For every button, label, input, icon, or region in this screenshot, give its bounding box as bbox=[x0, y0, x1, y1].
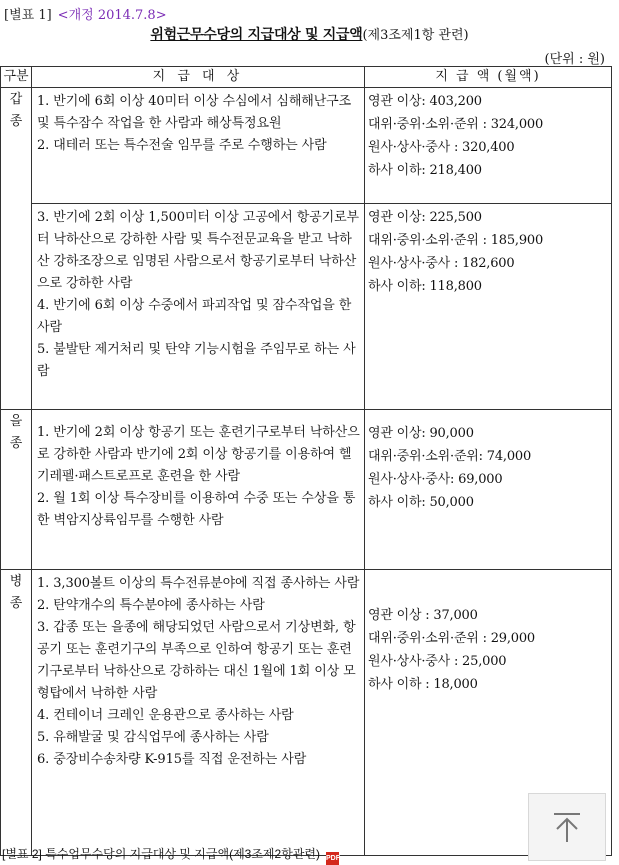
scroll-to-top-button[interactable] bbox=[528, 793, 606, 861]
amount-line: 원사·상사·중사 : 320,400 bbox=[368, 140, 515, 155]
amount-line: 하사 이하: 218,400 bbox=[368, 163, 482, 178]
target-item: 5. 불발탄 제거처리 및 탄약 기능시험을 주임무로 하는 사람 bbox=[37, 342, 356, 379]
amount-line: 영관 이상: 403,200 bbox=[368, 94, 482, 109]
target-list bbox=[33, 420, 363, 532]
target-item: 1. 반기에 6회 이상 40미터 이상 수심에서 심해해난구조 및 특수잠수 작업을 한 사람과 해상특정요원 bbox=[37, 94, 352, 131]
target-item: 2. 대테러 또는 특수전술 임무를 주로 수행하는 사람 bbox=[37, 138, 327, 153]
target-cell bbox=[32, 88, 365, 204]
amount-line: 원사·상사·중사: 69,000 bbox=[368, 472, 503, 487]
table-header-row bbox=[1, 67, 612, 88]
target-list bbox=[33, 571, 363, 771]
page-title bbox=[0, 24, 619, 44]
amount-line: 영관 이상 : 37,000 bbox=[368, 608, 478, 623]
pdf-icon[interactable]: PDF bbox=[326, 852, 339, 865]
type-char: 종 bbox=[9, 114, 23, 129]
target-item: 4. 반기에 6회 이상 수중에서 파괴작업 및 잠수작업을 한 사람 bbox=[37, 298, 352, 335]
type-char: 을 bbox=[9, 414, 23, 429]
amount-line: 원사·상사·중사 : 25,000 bbox=[368, 654, 507, 669]
target-item: 5. 유해발굴 및 감식업무에 종사하는 사람 bbox=[37, 730, 269, 745]
amount-cell bbox=[365, 204, 612, 410]
target-cell bbox=[32, 570, 365, 856]
title-reference: (제3조제1항 관련) bbox=[362, 28, 469, 43]
type-char: 갑 bbox=[9, 92, 23, 107]
type-cell-gap bbox=[1, 88, 32, 410]
unit-label: (단위 : 원) bbox=[544, 52, 605, 67]
table-label: [별표 1] bbox=[4, 8, 52, 23]
amount-line: 대위·중위·소위·준위 : 29,000 bbox=[368, 631, 535, 646]
table-row bbox=[1, 410, 612, 570]
type-cell-eul bbox=[1, 410, 32, 570]
amount-line: 하사 이하: 50,000 bbox=[368, 495, 474, 510]
amount-cell bbox=[365, 88, 612, 204]
header-type: 구분 bbox=[1, 67, 32, 88]
next-table-link[interactable] bbox=[2, 845, 339, 865]
arrow-up-to-line-icon bbox=[552, 811, 582, 843]
target-item: 3. 갑종 또는 을종에 해당되었던 사람으로서 기상변화, 항공기 또는 훈련기구의 부족으로 인하여 항공기 또는 훈련기구로부터 낙하산으로 강하하는 대신 1월에 1회 이상 모형탑에서 낙하한 사람 bbox=[37, 620, 356, 701]
table-row bbox=[1, 204, 612, 410]
header-label bbox=[4, 4, 167, 23]
target-list bbox=[33, 89, 363, 157]
amount-line: 하사 이하: 118,800 bbox=[368, 279, 482, 294]
amount-cell bbox=[365, 410, 612, 570]
amount-line: 영관 이상: 225,500 bbox=[368, 210, 482, 225]
amount-line: 영관 이상: 90,000 bbox=[368, 426, 474, 441]
target-item: 1. 반기에 2회 이상 항공기 또는 훈련기구로부터 낙하산으로 강하한 사람과 반기에 2회 이상 항공기를 이용하여 헬기레펠·패스트로프로 훈련을 한 사람 bbox=[37, 425, 360, 484]
allowance-table bbox=[0, 66, 612, 856]
target-item: 2. 탄약개수의 특수분야에 종사하는 사람 bbox=[37, 598, 265, 613]
revision-date: <개정 2014.7.8> bbox=[57, 8, 167, 23]
target-item: 3. 반기에 2회 이상 1,500미터 이상 고공에서 항공기로부터 낙하산으로 강하한 사람 및 특수전문교육을 받고 낙하산 강하조장으로 임명된 사람으로서 항공기로부터 낙하산으로 강하한 사람 bbox=[37, 210, 360, 291]
target-item: 4. 컨테이너 크레인 운용관으로 종사하는 사람 bbox=[37, 708, 294, 723]
target-item: 6. 중장비수송차량 K-915를 직접 운전하는 사람 bbox=[37, 752, 307, 767]
header-amount: 지 급 액 (월액) bbox=[365, 67, 612, 88]
type-char: 병 bbox=[9, 574, 23, 589]
target-cell bbox=[32, 204, 365, 410]
amount-line: 대위·중위·소위·준위 : 324,000 bbox=[368, 117, 544, 132]
table-row bbox=[1, 570, 612, 856]
target-item: 2. 월 1회 이상 특수장비를 이용하여 수중 또는 수상을 통한 벽암지상륙임무를 수행한 사람 bbox=[37, 491, 356, 528]
target-list bbox=[33, 205, 363, 383]
amount-line: 대위·중위·소위·준위 : 185,900 bbox=[368, 233, 544, 248]
table-row bbox=[1, 88, 612, 204]
next-table-label: [별표 2] 특수업무수당의 지급대상 및 지급액(제3조제2항관련) bbox=[2, 847, 320, 861]
target-cell bbox=[32, 410, 365, 570]
title-main: 위험근무수당의 지급대상 및 지급액 bbox=[150, 27, 363, 43]
target-item: 1. 3,300볼트 이상의 특수전류분야에 직접 종사하는 사람 bbox=[37, 576, 360, 591]
type-char: 종 bbox=[9, 436, 23, 451]
header-target: 지 급 대 상 bbox=[32, 67, 365, 88]
amount-line: 대위·중위·소위·준위: 74,000 bbox=[368, 449, 532, 464]
type-cell-byeong bbox=[1, 570, 32, 856]
amount-line: 하사 이하 : 18,000 bbox=[368, 677, 478, 692]
type-char: 종 bbox=[9, 596, 23, 611]
amount-line: 원사·상사·중사 : 182,600 bbox=[368, 256, 515, 271]
